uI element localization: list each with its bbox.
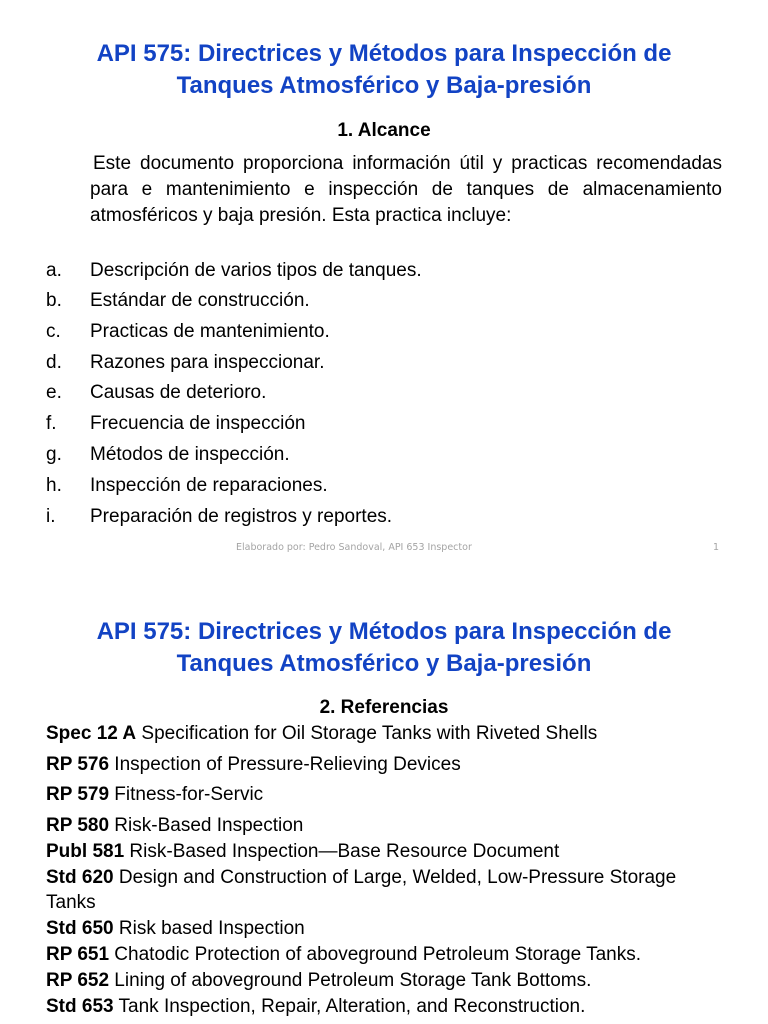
reference-description: Lining of aboveground Petroleum Storage Tank Bottoms. — [109, 970, 592, 991]
list-item — [0, 319, 768, 350]
list-marker: h. — [46, 475, 62, 496]
reference-code: Std 650 — [46, 918, 114, 939]
list-item — [0, 411, 768, 442]
footer-author: Elaborado por: Pedro Sandoval, API 653 Inspector — [236, 542, 472, 553]
list-marker: a. — [46, 260, 62, 281]
list-item-text: Razones para inspeccionar. — [90, 352, 325, 373]
list-marker: d. — [46, 352, 62, 373]
slide-2-title-line-1: API 575: Directrices y Métodos para Inspección de — [96, 618, 672, 645]
reference-item — [46, 994, 736, 1019]
reference-description: Inspection of Pressure-Relieving Devices — [109, 754, 461, 775]
list-item-text: Descripción de varios tipos de tanques. — [90, 260, 422, 281]
reference-description: Risk-Based Inspection — [109, 815, 304, 836]
reference-description: Specification for Oil Storage Tanks with Riveted Shells — [136, 723, 598, 744]
reference-code: Spec 12 A — [46, 723, 137, 744]
list-item-text: Métodos de inspección. — [90, 444, 290, 465]
reference-item — [46, 968, 736, 993]
section-heading-referencias: 2. Referencias — [319, 697, 449, 718]
list-marker: i. — [46, 506, 56, 527]
reference-description: Risk-Based Inspection—Base Resource Document — [124, 841, 560, 862]
reference-description: Risk based Inspection — [113, 918, 305, 939]
reference-item — [46, 752, 736, 777]
reference-description: Design and Construction of Large, Welded, Low-Pressure Storage Tanks — [46, 867, 677, 913]
list-item-text: Frecuencia de inspección — [90, 413, 306, 434]
intro-paragraph: Este documento proporciona información útil y practicas recomendadas para e mantenimiento e inspección de tanques de almacenamiento atmosféricos y baja presión. Esta practica incluye: — [90, 153, 722, 226]
list-item — [0, 504, 768, 535]
list-marker: g. — [46, 444, 62, 465]
reference-code: Std 620 — [46, 867, 114, 888]
list-item — [0, 258, 768, 289]
reference-code: RP 652 — [46, 970, 110, 991]
reference-description: Tank Inspection, Repair, Alteration, and Reconstruction. — [113, 996, 586, 1017]
list-item-text: Inspección de reparaciones. — [90, 475, 328, 496]
slide-2 — [0, 576, 768, 1024]
list-item-text: Causas de deterioro. — [90, 382, 267, 403]
reference-item — [46, 865, 686, 915]
reference-code: Std 653 — [46, 996, 114, 1017]
slide-2-title — [0, 616, 768, 680]
list-item — [0, 350, 768, 381]
list-marker: b. — [46, 290, 62, 311]
list-item — [0, 288, 768, 319]
slide-1-title-line-2: Tanques Atmosférico y Baja-presión — [176, 72, 592, 99]
reference-item — [46, 721, 736, 746]
reference-code: RP 651 — [46, 944, 110, 965]
reference-code: Publ 581 — [46, 841, 125, 862]
list-marker: f. — [46, 413, 57, 434]
reference-item — [46, 782, 736, 807]
list-item — [0, 473, 768, 504]
reference-code: RP 580 — [46, 815, 110, 836]
list-marker: e. — [46, 382, 62, 403]
list-item — [0, 442, 768, 473]
reference-item — [46, 916, 736, 941]
list-item — [0, 380, 768, 411]
list-item-text: Preparación de registros y reportes. — [90, 506, 393, 527]
section-heading-alcance: 1. Alcance — [337, 120, 431, 141]
slide-2-title-line-2: Tanques Atmosférico y Baja-presión — [176, 650, 592, 677]
list-item-text: Practicas de mantenimiento. — [90, 321, 330, 342]
reference-item — [46, 839, 736, 864]
list-item-text: Estándar de construcción. — [90, 290, 310, 311]
reference-code: RP 579 — [46, 784, 110, 805]
slide-1-title — [0, 38, 768, 102]
page-number: 1 — [713, 542, 720, 553]
reference-code: RP 576 — [46, 754, 110, 775]
reference-description: Chatodic Protection of aboveground Petroleum Storage Tanks. — [109, 944, 642, 965]
reference-item — [46, 813, 736, 838]
reference-item — [46, 942, 736, 967]
reference-description: Fitness-for-Servic — [109, 784, 264, 805]
list-marker: c. — [46, 321, 61, 342]
slide-1-title-line-1: API 575: Directrices y Métodos para Inspección de — [96, 40, 672, 67]
